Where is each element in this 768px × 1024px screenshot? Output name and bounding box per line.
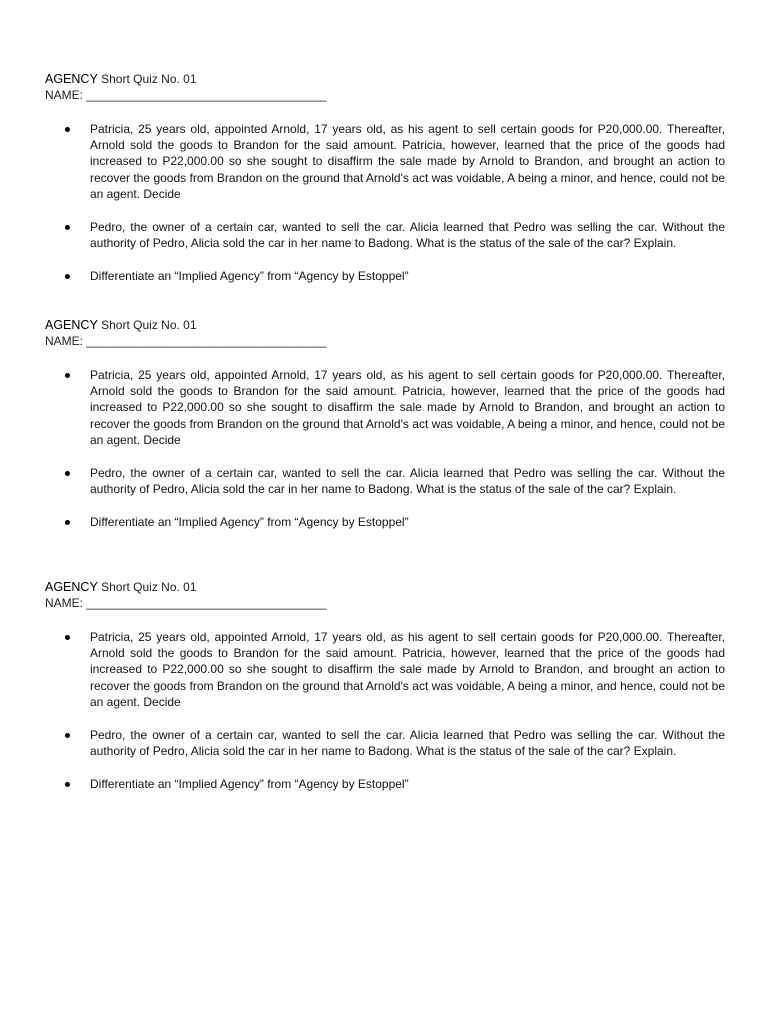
question-text: Differentiate an “Implied Agency” from “Agency by Estoppel” bbox=[90, 269, 409, 284]
quiz-title-agency: AGENCY bbox=[45, 580, 98, 594]
question-text: Pedro, the owner of a certain car, wanted to sell the car. Alicia learned that Pedro was selling the car. Without the authority of Pedro, Alicia sold the car in her name to Badong. What is the status of the sale of the car? Explain. bbox=[90, 220, 725, 251]
question-item bbox=[45, 268, 725, 284]
name-field-label: NAME: ____________________________________ bbox=[45, 596, 327, 610]
quiz-section bbox=[45, 579, 725, 810]
quiz-title-agency: AGENCY bbox=[45, 72, 98, 86]
bullet-icon bbox=[65, 127, 70, 132]
question-item bbox=[45, 776, 725, 792]
name-field-label: NAME: ____________________________________ bbox=[45, 334, 327, 348]
bullet-icon bbox=[65, 225, 70, 230]
question-text: Patricia, 25 years old, appointed Arnold, 17 years old, as his agent to sell certain goods for P20,000.00. Thereafter, Arnold sold the goods to Brandon for the said amount. Patricia, however, learned that the price of the goods had increased to P22,000.00 so she sought to disaffirm the sale made by Arnold to Brandon, and brought an action to recover the goods from Brandon on the ground that Arnold's act was voidable, A being a minor, and hence, could not be an agent. Decide bbox=[90, 368, 725, 447]
bullet-icon bbox=[65, 635, 70, 640]
question-text: Pedro, the owner of a certain car, wanted to sell the car. Alicia learned that Pedro was selling the car. Without the authority of Pedro, Alicia sold the car in her name to Badong. What is the status of the sale of the car? Explain. bbox=[90, 466, 725, 497]
question-list bbox=[45, 121, 725, 285]
quiz-title-rest: Short Quiz No. 01 bbox=[97, 580, 197, 594]
question-item bbox=[45, 367, 725, 448]
question-text: Differentiate an “Implied Agency” from “Agency by Estoppel” bbox=[90, 777, 409, 792]
question-item bbox=[45, 514, 725, 530]
bullet-icon bbox=[65, 520, 70, 525]
quiz-heading bbox=[45, 71, 725, 87]
quiz-title-agency: AGENCY bbox=[45, 318, 98, 332]
question-list bbox=[45, 629, 725, 793]
quiz-title-rest: Short Quiz No. 01 bbox=[97, 318, 197, 332]
quiz-heading bbox=[45, 317, 725, 333]
bullet-icon bbox=[65, 373, 70, 378]
quiz-title-rest: Short Quiz No. 01 bbox=[97, 72, 197, 86]
question-item bbox=[45, 629, 725, 710]
question-item bbox=[45, 465, 725, 497]
name-field-label: NAME: ____________________________________ bbox=[45, 88, 327, 102]
quiz-section bbox=[45, 317, 725, 548]
question-text: Patricia, 25 years old, appointed Arnold, 17 years old, as his agent to sell certain goods for P20,000.00. Thereafter, Arnold sold the goods to Brandon for the said amount. Patricia, however, learned that the price of the goods had increased to P22,000.00 so she sought to disaffirm the sale made by Arnold to Brandon, and brought an action to recover the goods from Brandon on the ground that Arnold's act was voidable, A being a minor, and hence, could not be an agent. Decide bbox=[90, 630, 725, 709]
question-text: Pedro, the owner of a certain car, wanted to sell the car. Alicia learned that Pedro was selling the car. Without the authority of Pedro, Alicia sold the car in her name to Badong. What is the status of the sale of the car? Explain. bbox=[90, 728, 725, 759]
bullet-icon bbox=[65, 471, 70, 476]
bullet-icon bbox=[65, 733, 70, 738]
question-item bbox=[45, 727, 725, 759]
bullet-icon bbox=[65, 274, 70, 279]
quiz-heading bbox=[45, 579, 725, 595]
question-item bbox=[45, 219, 725, 251]
bullet-icon bbox=[65, 782, 70, 787]
question-list bbox=[45, 367, 725, 531]
question-text: Differentiate an “Implied Agency” from “Agency by Estoppel” bbox=[90, 515, 409, 530]
quiz-section bbox=[45, 71, 725, 302]
question-text: Patricia, 25 years old, appointed Arnold, 17 years old, as his agent to sell certain goods for P20,000.00. Thereafter, Arnold sold the goods to Brandon for the said amount. Patricia, however, learned that the price of the goods had increased to P22,000.00 so she sought to disaffirm the sale made by Arnold to Brandon, and brought an action to recover the goods from Brandon on the ground that Arnold's act was voidable, A being a minor, and hence, could not be an agent. Decide bbox=[90, 122, 725, 201]
question-item bbox=[45, 121, 725, 202]
